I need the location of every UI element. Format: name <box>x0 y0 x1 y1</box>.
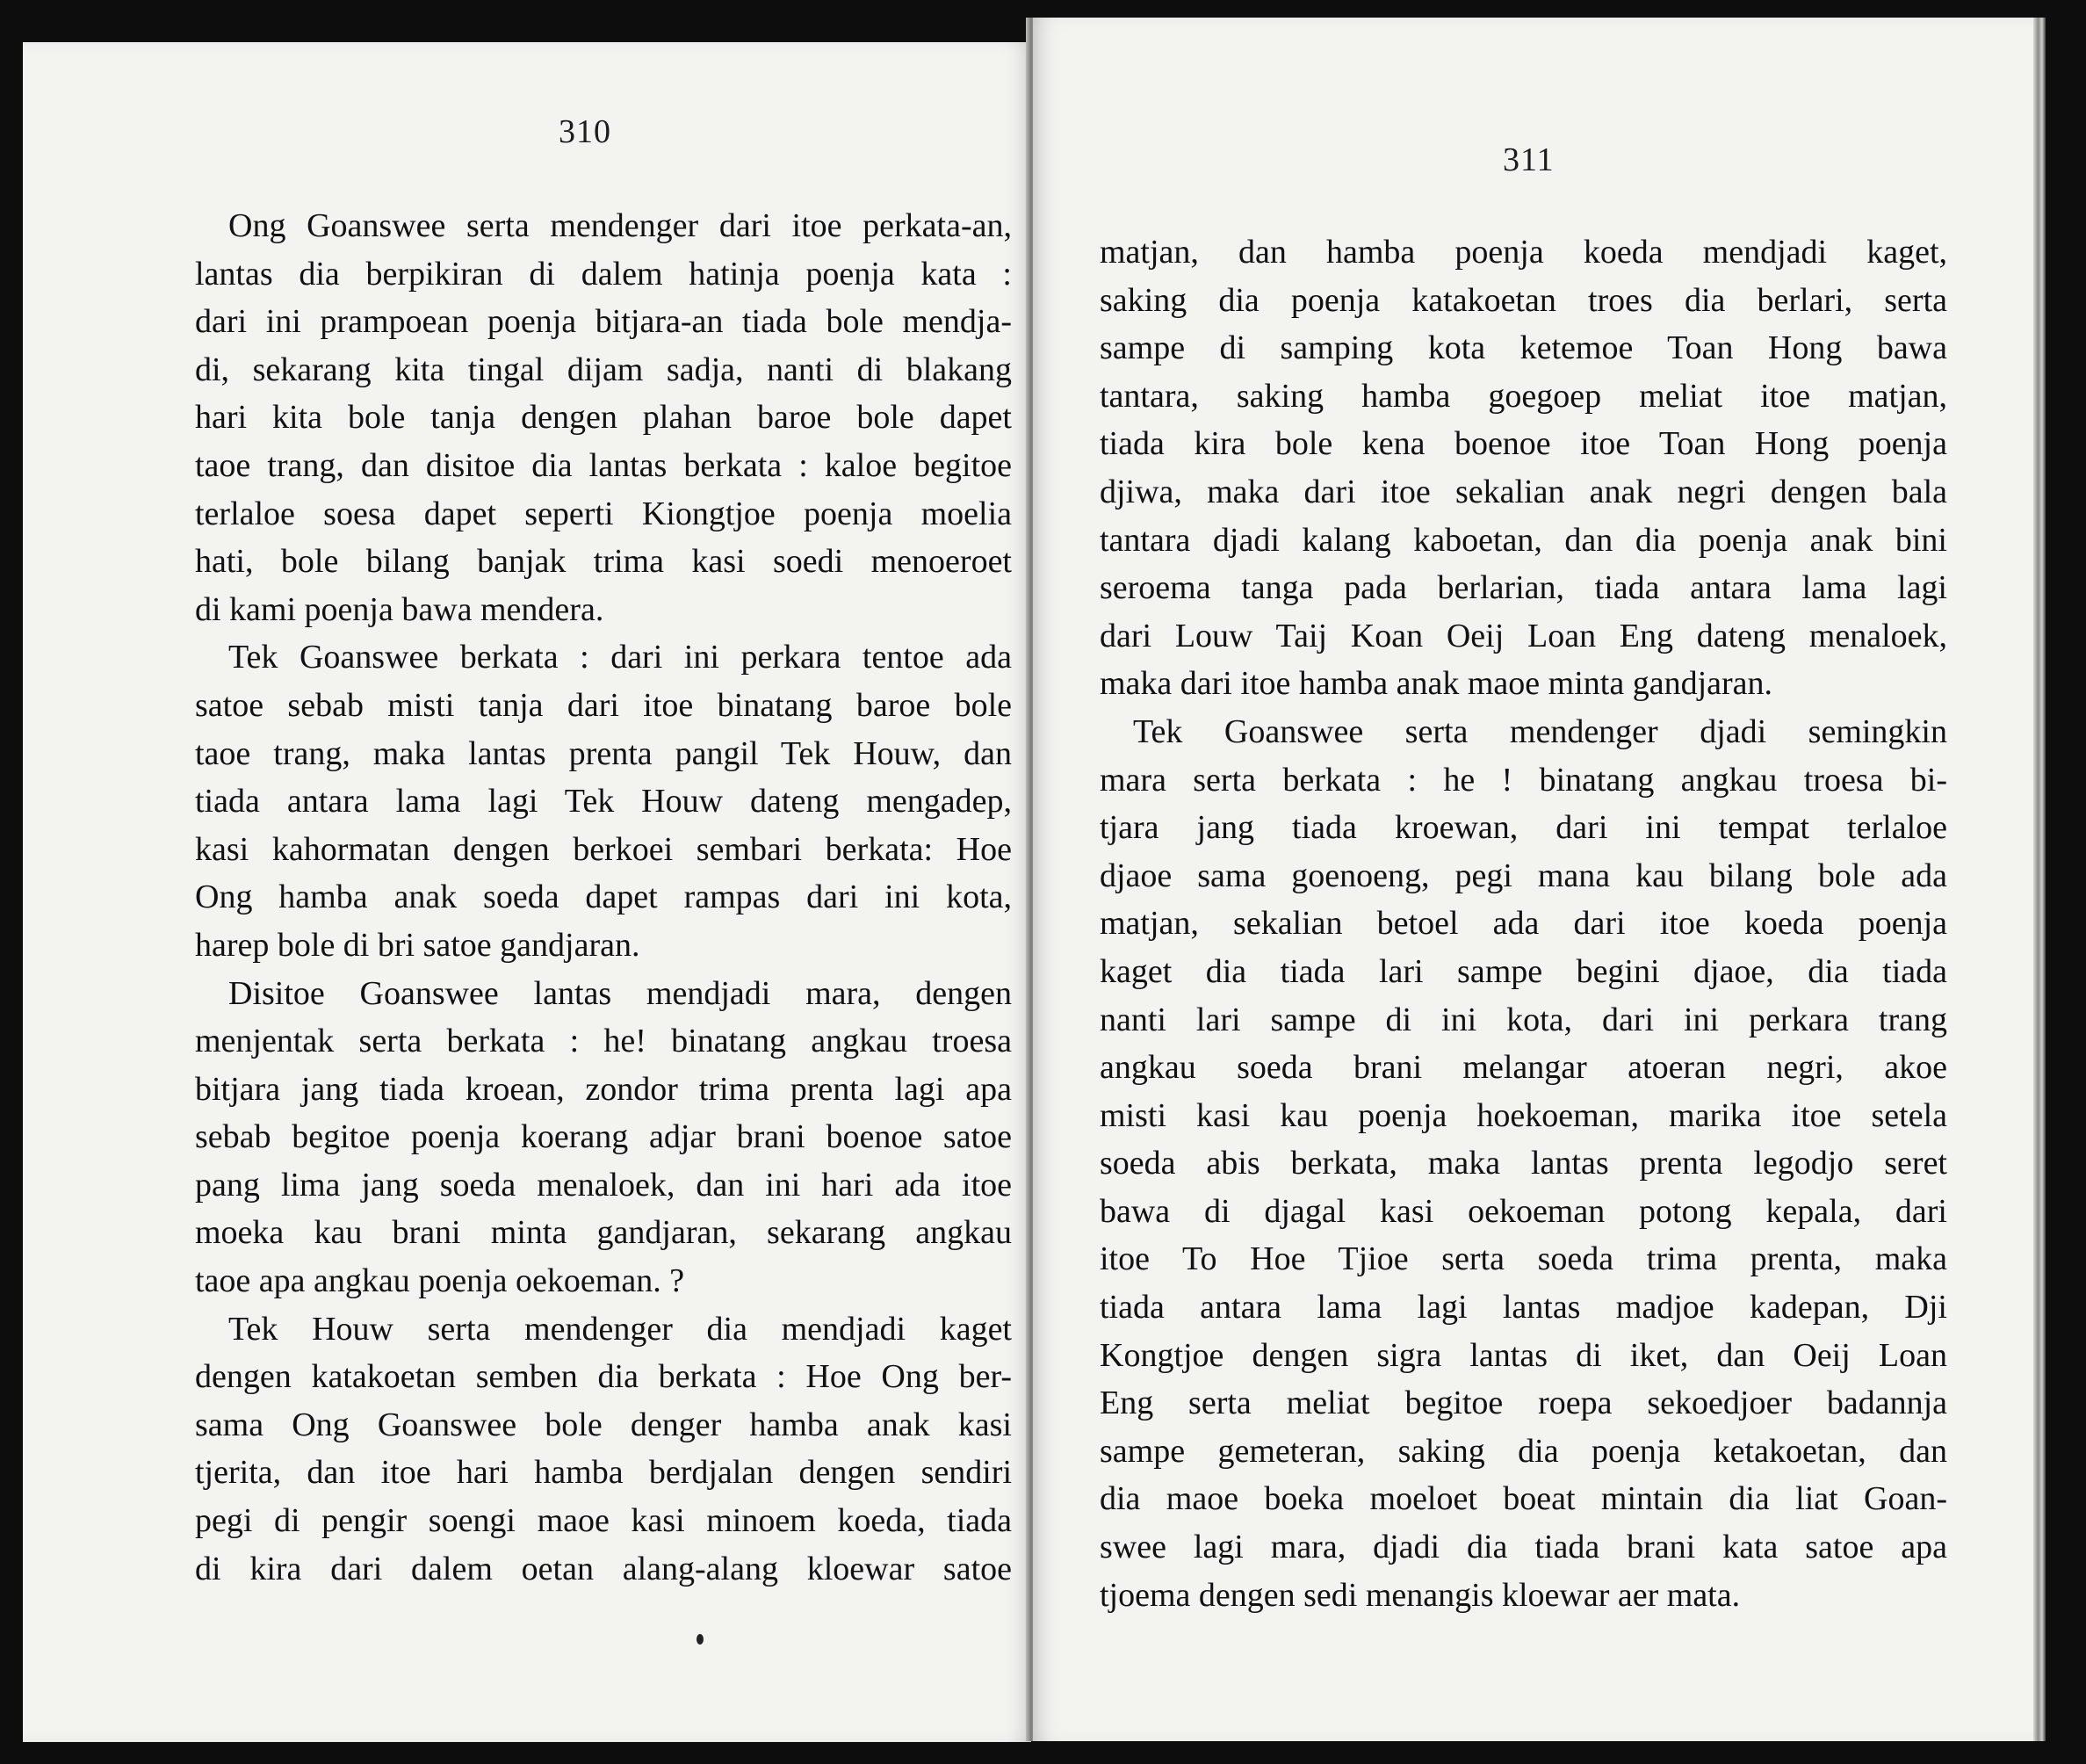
text-line: tiada antara lama lagi lantas madjoe kadepan, Dji <box>1100 1289 1947 1327</box>
text-line: dengen katakoetan semben dia berkata : Hoe Ong ber- <box>195 1358 1012 1396</box>
text-line: djaoe sama goenoeng, pegi mana kau bilang bole ada <box>1100 857 1947 894</box>
text-line: hati, bole bilang banjak trima kasi soedi menoeroet <box>195 543 1012 581</box>
text-line: pegi di pengir soengi maoe kasi minoem koeda, tiada <box>195 1502 1012 1540</box>
text-line: nanti lari sampe di ini kota, dari ini perkara trang <box>1100 1001 1947 1038</box>
right-page-text <box>1100 228 1947 1619</box>
text-line: mara serta berkata : he ! binatang angkau troesa bi- <box>1100 761 1947 799</box>
text-line: kasi kahormatan dengen berkoei sembari berkata: Hoe <box>195 830 1012 868</box>
text-line: menjentak serta berkata : he! binatang angkau troesa <box>195 1023 1012 1060</box>
text-line: terlaloe soesa dapet seperti Kiongtjoe poenja moelia <box>195 495 1012 532</box>
text-line: di, sekarang kita tingal dijam sadja, nanti di blakang <box>195 351 1012 388</box>
text-line: Tek Goanswee berkata : dari ini perkara tentoe ada <box>228 639 1012 676</box>
text-line: taoe trang, maka lantas prenta pangil Tek Houw, dan <box>195 734 1012 772</box>
text-line: tjara jang tiada kroewan, dari ini tempat terlaloe <box>1100 809 1947 847</box>
text-line: dari ini prampoean poenja bitjara-an tiada bole mendja- <box>195 303 1012 341</box>
text-line: Eng serta meliat begitoe roepa sekoedjoer badannja <box>1100 1384 1947 1422</box>
text-line: djiwa, maka dari itoe sekalian anak negri dengen bala <box>1100 473 1947 510</box>
text-line: Tek Goanswee serta mendenger djadi semingkin <box>1133 712 1947 750</box>
page-number-left: 310 <box>559 113 611 150</box>
text-line: sebab begitoe poenja koerang adjar brani boenoe satoe <box>195 1118 1012 1156</box>
text-line: seroema tanga pada berlarian, tiada antara lama lagi <box>1100 569 1947 607</box>
text-line: Kongtjoe dengen sigra lantas di iket, dan Oeij Loan <box>1100 1336 1947 1374</box>
text-line: taoe trang, dan disitoe dia lantas berkata : kaloe begitoe <box>195 446 1012 484</box>
text-line: moeka kau brani minta gandjaran, sekarang angkau <box>195 1214 1012 1252</box>
text-line: matjan, dan hamba poenja koeda mendjadi kaget, <box>1100 234 1947 271</box>
text-line: sampe gemeteran, saking dia poenja ketakoetan, dan <box>1100 1432 1947 1470</box>
text-line: hari kita bole tanja dengen plahan baroe bole dapet <box>195 399 1012 437</box>
ink-speck <box>697 1634 704 1645</box>
text-line: Ong Goanswee serta mendenger dari itoe perkata-an, <box>228 207 1012 244</box>
text-line: bitjara jang tiada kroean, zondor trima prenta lagi apa <box>195 1070 1012 1108</box>
text-line: Ong hamba anak soeda dapet rampas dari ini kota, <box>195 878 1012 916</box>
text-line: tiada kira bole kena boenoe itoe Toan Hong poenja <box>1100 425 1947 463</box>
text-line: sampe di samping kota ketemoe Toan Hong bawa <box>1100 329 1947 367</box>
text-line: itoe To Hoe Tjioe serta soeda trima prenta, maka <box>1100 1240 1947 1278</box>
text-line: maka dari itoe hamba anak maoe minta gandjaran. <box>1100 665 1773 703</box>
text-line: dia maoe boeka moeloet boeat mintain dia liat Goan- <box>1100 1480 1947 1518</box>
text-line: taoe apa angkau poenja oekoeman. ? <box>195 1262 685 1300</box>
text-line: dari Louw Taij Koan Oeij Loan Eng dateng menaloek, <box>1100 617 1947 654</box>
text-line: harep bole di bri satoe gandjaran. <box>195 926 640 964</box>
text-line: tantara, saking hamba goegoep meliat itoe matjan, <box>1100 377 1947 415</box>
left-page-text <box>195 202 1012 1593</box>
text-line: Tek Houw serta mendenger dia mendjadi kaget <box>228 1310 1012 1348</box>
text-line: tiada antara lama lagi Tek Houw dateng mengadep, <box>195 783 1012 821</box>
right-page <box>1033 18 2033 1741</box>
text-line: Disitoe Goanswee lantas mendjadi mara, dengen <box>228 974 1012 1012</box>
page-edge <box>2033 18 2046 1741</box>
text-line: sama Ong Goanswee bole denger hamba anak kasi <box>195 1406 1012 1443</box>
text-line: satoe sebab misti tanja dari itoe binatang baroe bole <box>195 686 1012 724</box>
text-line: saking dia poenja katakoetan troes dia berlari, serta <box>1100 281 1947 319</box>
text-line: di kira dari dalem oetan alang-alang kloewar satoe <box>195 1550 1012 1587</box>
text-line: bawa di djagal kasi oekoeman potong kepala, dari <box>1100 1192 1947 1230</box>
text-line: swee lagi mara, djadi dia tiada brani kata satoe apa <box>1100 1529 1947 1566</box>
text-line: lantas dia berpikiran di dalem hatinja poenja kata : <box>195 255 1012 293</box>
text-line: tantara djadi kalang kaboetan, dan dia poenja anak bini <box>1100 521 1947 559</box>
text-line: di kami poenja bawa mendera. <box>195 590 604 628</box>
text-line: tjoema dengen sedi menangis kloewar aer mata. <box>1100 1576 1741 1614</box>
left-page <box>23 42 1031 1742</box>
text-line: angkau soeda brani melangar atoeran negri, akoe <box>1100 1049 1947 1087</box>
text-line: kaget dia tiada lari sampe begini djaoe, dia tiada <box>1100 952 1947 990</box>
text-line: soeda abis berkata, maka lantas prenta legodjo seret <box>1100 1145 1947 1182</box>
page-number-right: 311 <box>1503 141 1555 178</box>
text-line: misti kasi kau poenja hoekoeman, marika itoe setela <box>1100 1096 1947 1134</box>
text-line: matjan, sekalian betoel ada dari itoe koeda poenja <box>1100 905 1947 943</box>
text-line: pang lima jang soeda menaloek, dan ini hari ada itoe <box>195 1166 1012 1204</box>
text-line: tjerita, dan itoe hari hamba berdjalan dengen sendiri <box>195 1454 1012 1492</box>
